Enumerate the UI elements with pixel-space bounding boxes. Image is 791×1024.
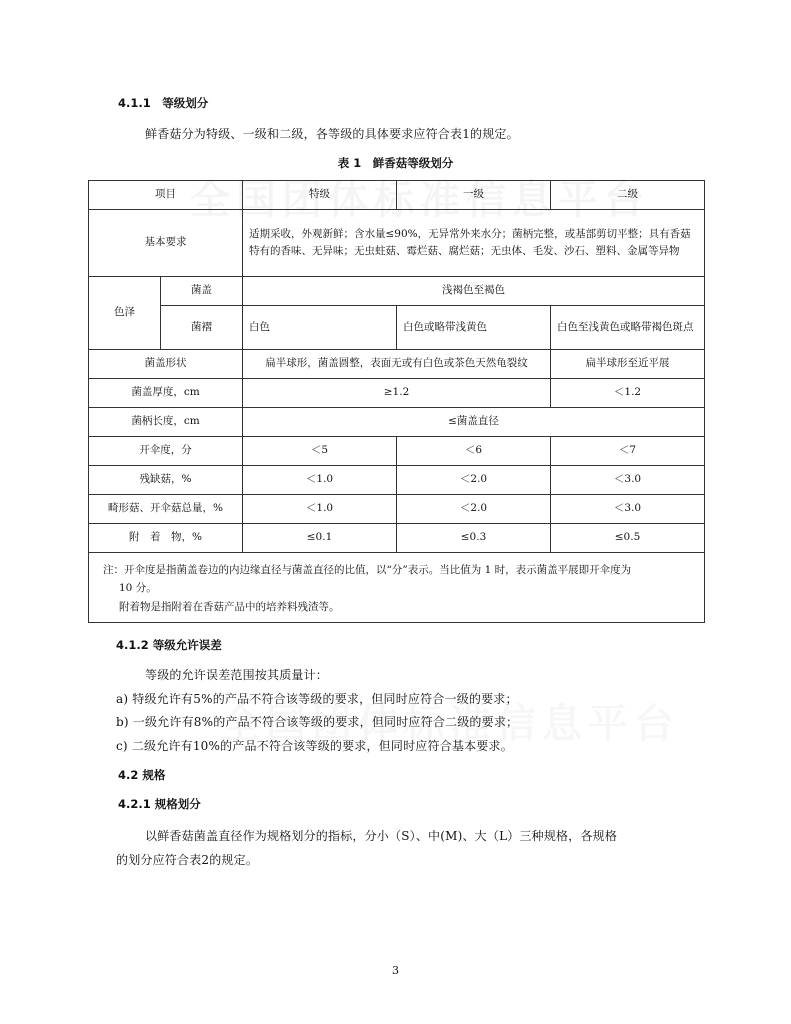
table-note-row [89,553,705,623]
paragraph-4-1-2: 等级的允许误差范围按其质量计： [145,668,329,682]
table-row [89,437,705,466]
table-row [89,466,705,495]
list-item: a) 特级允许有5%的产品不符合该等级的要求，但同时应符合一级的要求； [116,692,518,706]
row-label-shape: 菌盖形状 [89,350,243,379]
deformed-special: ＜1.0 [243,495,397,524]
deformed-second: ＜3.0 [551,495,705,524]
row-label-cap: 菌盖 [161,277,243,306]
page-number: 3 [392,964,399,977]
row-label-broken: 残缺菇，% [89,466,243,495]
row-label-deformed: 畸形菇、开伞菇总量，% [89,495,243,524]
broken-first: ＜2.0 [397,466,551,495]
shape-special-first: 扁半球形，菌盖圆整，表面无或有白色或茶色天然龟裂纹 [243,350,551,379]
gill-first: 白色或略带浅黄色 [397,306,551,350]
section-heading-4-1-1: 4.1.1 等级划分 [118,96,209,110]
table-header-row [89,181,705,210]
row-label-color: 色泽 [89,277,161,350]
open-first: ＜6 [397,437,551,466]
gill-second: 白色至浅黄色或略带褐色斑点 [551,306,705,350]
section-heading-4-1-2: 4.1.2 等级允许误差 [116,638,222,652]
open-second: ＜7 [551,437,705,466]
broken-second: ＜3.0 [551,466,705,495]
row-label-thickness: 菌盖厚度，cm [89,379,243,408]
grade-table [88,180,705,623]
attach-first: ≤0.3 [397,524,551,553]
stem-value: ≤菌盖直径 [243,408,705,437]
thickness-special-first: ≥1.2 [243,379,551,408]
row-label-open: 开伞度，分 [89,437,243,466]
attach-second: ≤0.5 [551,524,705,553]
table-row [89,306,705,350]
broken-special: ＜1.0 [243,466,397,495]
note-line-1: 注：开伞度是指菌盖卷边的内边缘直径与菌盖直径的比值，以“分”表示。当比值为 1 时，表示菌盖平展即开伞度为 [103,563,632,576]
basic-requirement-text: 适期采收，外观新鲜；含水量≤90%，无异常外来水分；菌柄完整，或基部剪切平整；具有香菇特有的香味、无异味；无虫蛀菇、霉烂菇、腐烂菇；无虫体、毛发、沙石、塑料、金属等异物 [243,210,705,277]
list-item: c) 二级允许有10%的产品不符合该等级的要求，但同时应符合基本要求。 [116,739,513,753]
row-label-gill: 菌褶 [161,306,243,350]
table-row [89,524,705,553]
table-caption: 表 1 鲜香菇等级划分 [337,156,454,170]
gill-special: 白色 [243,306,397,350]
row-label-stem: 菌柄长度，cm [89,408,243,437]
header-special: 特级 [243,181,397,210]
row-label-attach: 附 着 物，% [89,524,243,553]
table-row [89,495,705,524]
header-item: 项目 [89,181,243,210]
table-row [89,350,705,379]
table-row [89,408,705,437]
table-row [89,277,705,306]
header-second: 二级 [551,181,705,210]
table-row [89,379,705,408]
list-item: b) 一级允许有8%的产品不符合该等级的要求，但同时应符合二级的要求； [116,715,519,729]
shape-second: 扁半球形至近平展 [551,350,705,379]
attach-special: ≤0.1 [243,524,397,553]
paragraph-4-2-1-cont: 的划分应符合表2的规定。 [116,853,259,867]
table-note [89,553,705,623]
row-label-basic: 基本要求 [89,210,243,277]
note-line-2: 10 分。 [119,582,157,595]
section-heading-4-2: 4.2 规格 [118,768,166,782]
thickness-second: ＜1.2 [551,379,705,408]
cap-color-value: 浅褐色至褐色 [243,277,705,306]
header-first: 一级 [397,181,551,210]
table-row [89,210,705,277]
deformed-first: ＜2.0 [397,495,551,524]
paragraph-4-2-1: 以鲜香菇菌盖直径作为规格划分的指标，分小（S）、中(M)、大（L）三种规格，各规格 [145,829,618,843]
paragraph-4-1-1: 鲜香菇分为特级、一级和二级，各等级的具体要求应符合表1的规定。 [145,127,519,141]
section-heading-4-2-1: 4.2.1 规格划分 [118,797,201,811]
note-line-3: 附着物是指附着在香菇产品中的培养料残渣等。 [119,600,340,613]
open-special: ＜5 [243,437,397,466]
